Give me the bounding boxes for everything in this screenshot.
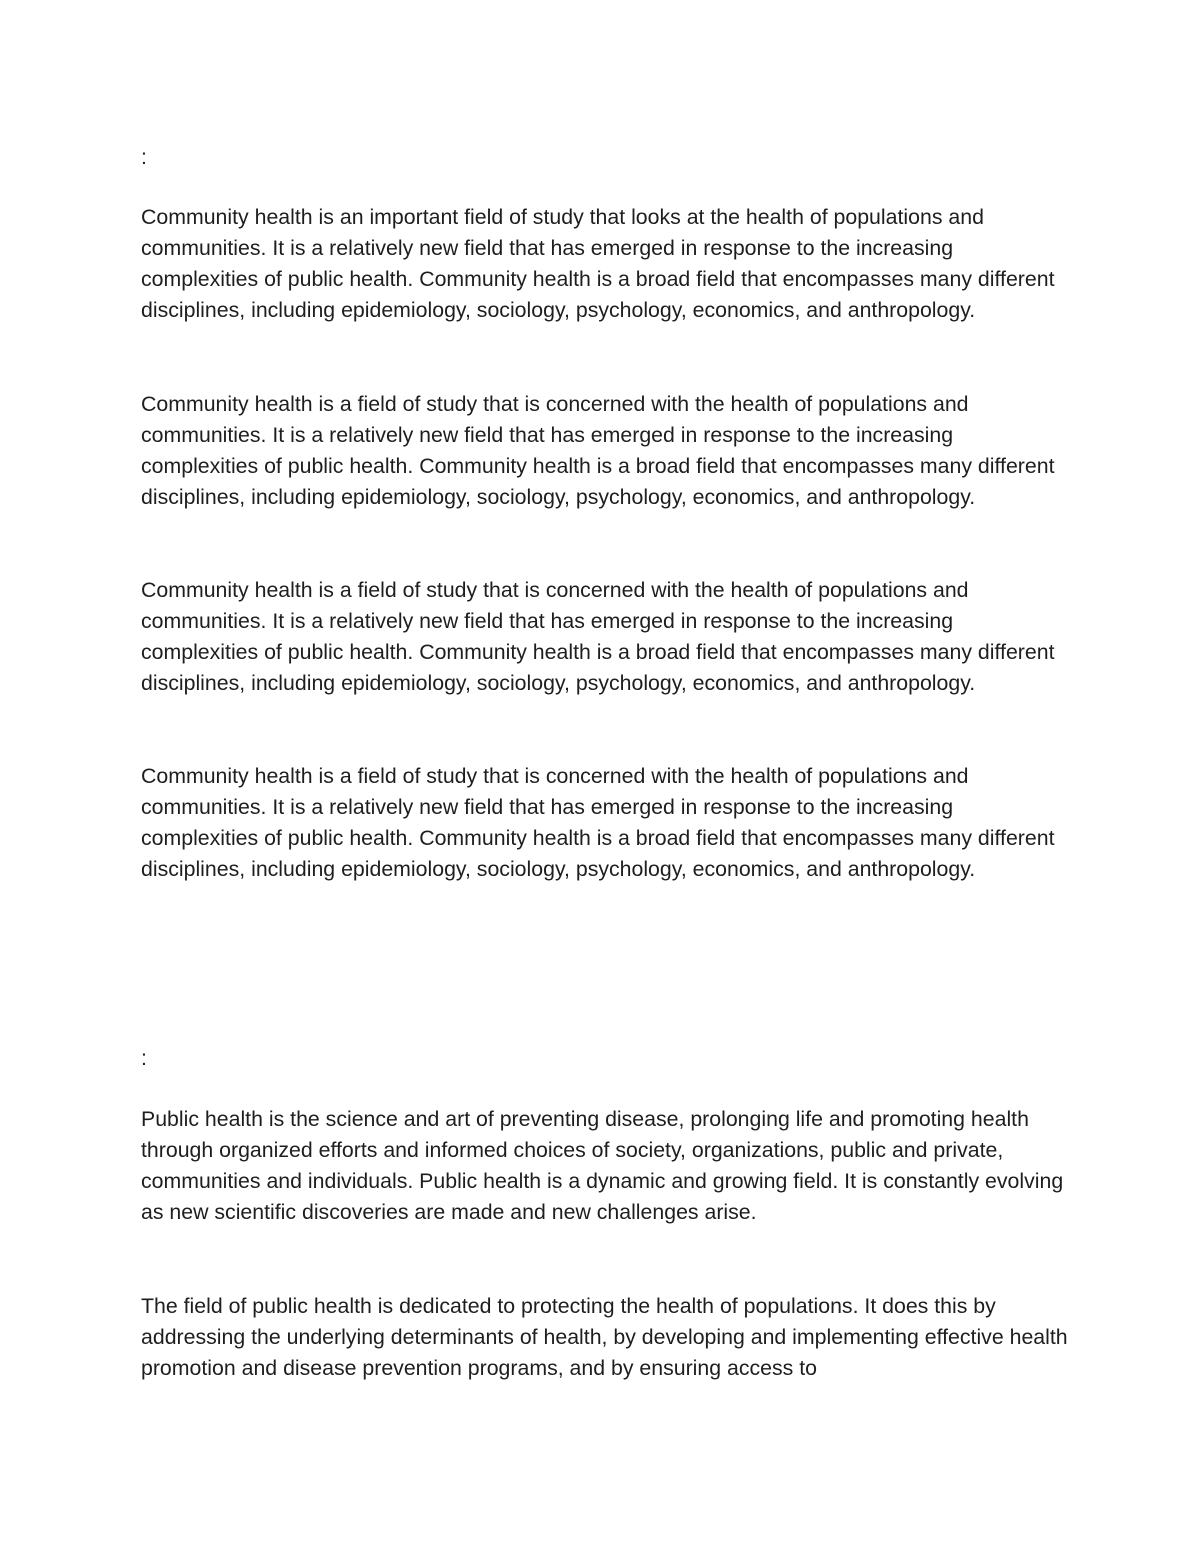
section-2-paragraph-2: The field of public health is dedicated to protecting the health of populations. It does this by addressing the underlying determinants of health, by developing and implementing effective health promotion and disease prevention programs, and by ensuring access to	[141, 1294, 1068, 1380]
section-1-paragraph-1: Community health is an important field of study that looks at the health of populations and communities. It is a relatively new field that has emerged in response to the increasing complexities of public health. Community health is a broad field that encompasses many different disciplines, including epidemiology, sociology, psychology, economics, and anthropology.	[141, 205, 1055, 322]
section-2-paragraph-1: Public health is the science and art of preventing disease, prolonging life and promoting health through organized efforts and informed choices of society, organizations, public and private, communities and individuals. Public health is a dynamic and growing field. It is constantly evolving as new scientific discoveries are made and new challenges arise.	[141, 1107, 1064, 1224]
section-1-paragraph-3: Community health is a field of study that is concerned with the health of populations and communities. It is a relatively new field that has emerged in response to the increasing complexities of public health. Community health is a broad field that encompasses many different disciplines, including epidemiology, sociology, psychology, economics, and anthropology.	[141, 578, 1055, 695]
section-1-paragraph-4: Community health is a field of study that is concerned with the health of populations and communities. It is a relatively new field that has emerged in response to the increasing complexities of public health. Community health is a broad field that encompasses many different disciplines, including epidemiology, sociology, psychology, economics, and anthropology.	[141, 764, 1055, 881]
section-1-marker: :	[141, 145, 147, 169]
section-1-paragraph-2: Community health is a field of study that is concerned with the health of populations and communities. It is a relatively new field that has emerged in response to the increasing complexities of public health. Community health is a broad field that encompasses many different disciplines, including epidemiology, sociology, psychology, economics, and anthropology.	[141, 392, 1055, 509]
section-2-marker: :	[141, 1046, 147, 1070]
